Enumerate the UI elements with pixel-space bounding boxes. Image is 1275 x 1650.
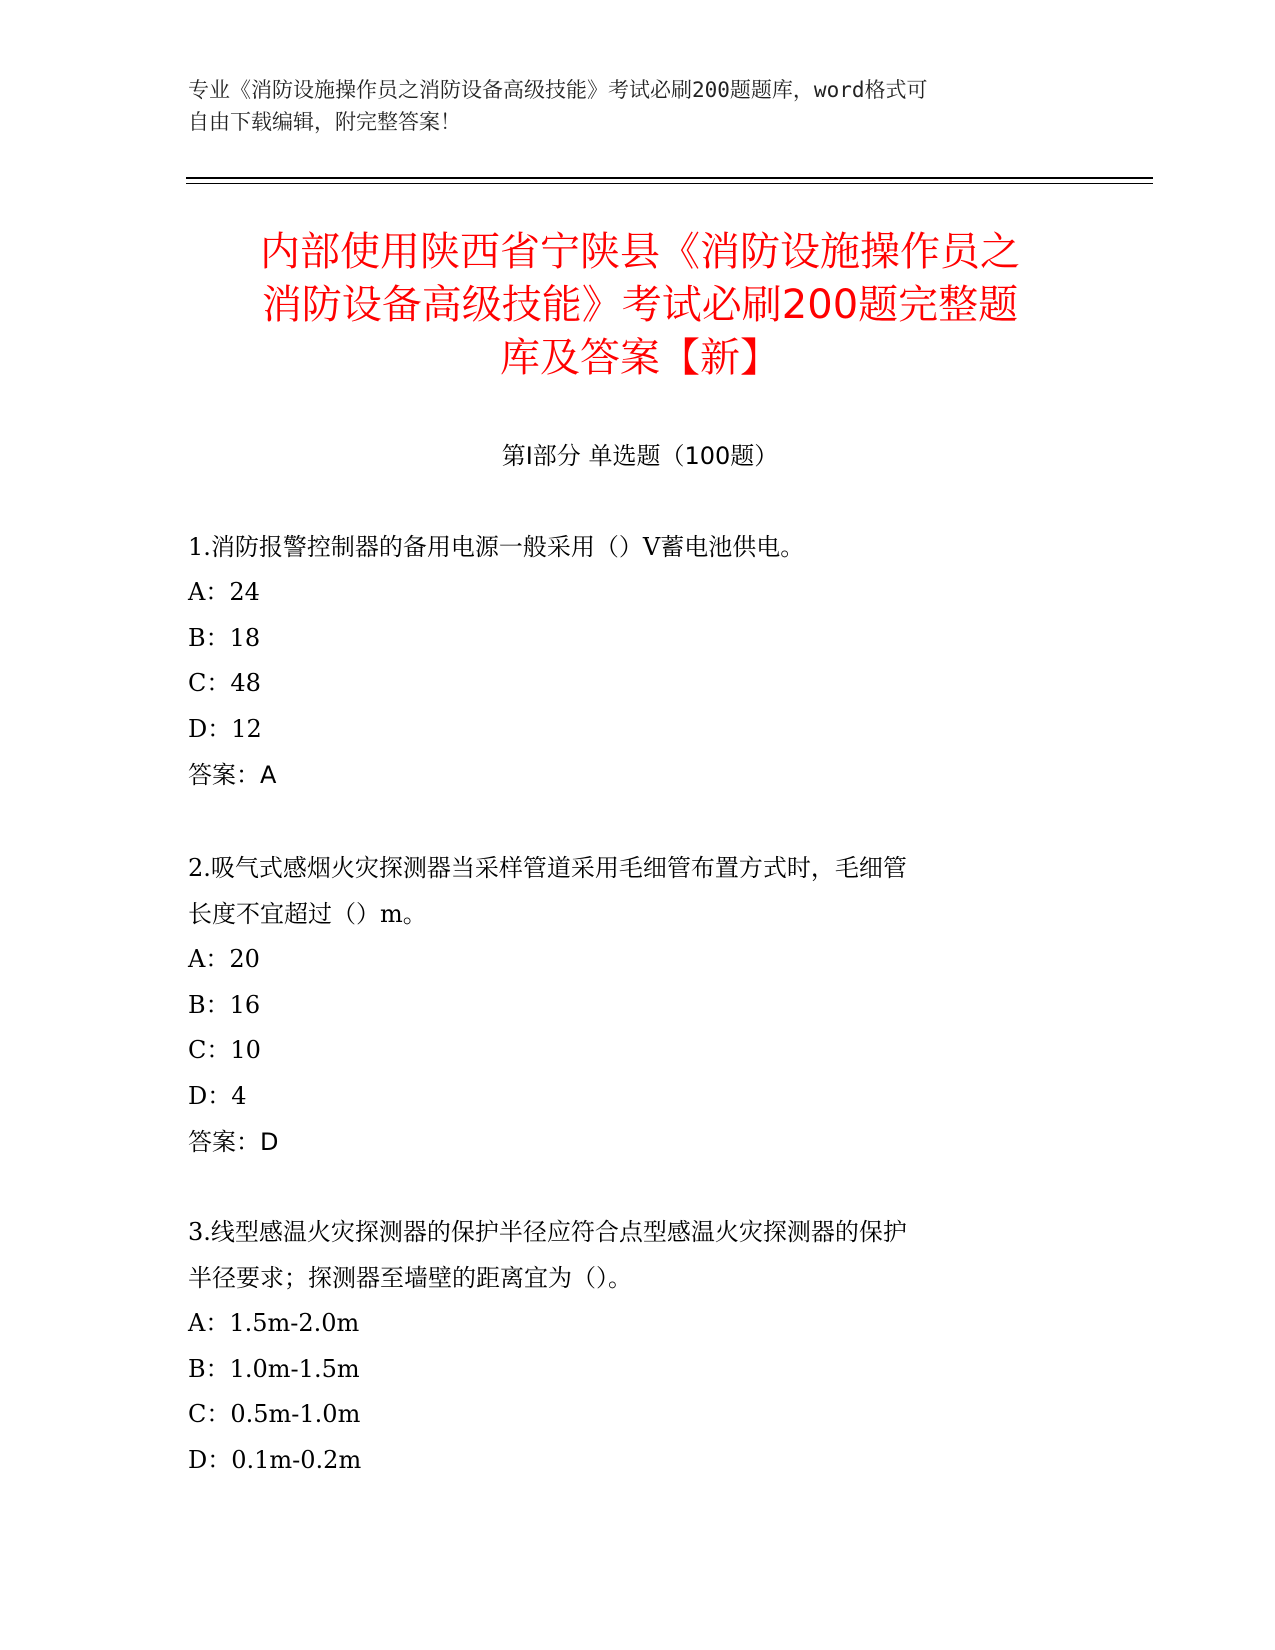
question-1 (188, 524, 1068, 798)
section-heading: 第Ⅰ部分 单选题（100题） (501, 442, 779, 470)
document-title-line: 内部使用陕西省宁陕县《消防设施操作员之 (260, 229, 1020, 275)
header-divider-thin (186, 183, 1153, 184)
header-note-line: 专业《消防设施操作员之消防设备高级技能》考试必刷200题题库，word格式可 (188, 78, 928, 102)
option-d: D：0.1m-0.2m (188, 1445, 362, 1474)
option-d: D：12 (188, 714, 262, 743)
question-text: 2.吸气式感烟火灾探测器当采样管道采用毛细管布置方式时，毛细管 (188, 854, 907, 882)
option-c: C：0.5m-1.0m (188, 1400, 361, 1428)
question-text: 长度不宜超过（）m。 (188, 900, 427, 928)
document-title (180, 226, 1100, 385)
header-note-line: 自由下载编辑，附完整答案！ (188, 110, 461, 134)
option-b: B：16 (188, 990, 261, 1019)
option-b: B：1.0m-1.5m (188, 1354, 360, 1383)
option-c: C：10 (188, 1036, 261, 1064)
option-b: B：18 (188, 623, 261, 652)
question-text: 3.线型感温火灾探测器的保护半径应符合点型感温火灾探测器的保护 (188, 1218, 907, 1246)
document-title-line: 库及答案【新】 (500, 335, 780, 381)
option-a: A：20 (188, 945, 260, 973)
document-title-line: 消防设备高级技能》考试必刷200题完整题 (261, 282, 1019, 328)
option-a: A：24 (188, 578, 260, 606)
option-c: C：48 (188, 669, 261, 697)
header-note (188, 74, 1068, 138)
question-text: 1.消防报警控制器的备用电源一般采用（）V蓄电池供电。 (188, 533, 805, 561)
header-divider-thick (186, 177, 1153, 179)
option-a: A：1.5m-2.0m (188, 1309, 360, 1337)
question-text: 半径要求；探测器至墙壁的距离宜为（）。 (188, 1264, 632, 1292)
option-d: D：4 (188, 1081, 247, 1110)
answer: 答案：D (188, 1128, 279, 1156)
answer: 答案：A (188, 761, 277, 789)
question-2 (188, 845, 1068, 1165)
question-3 (188, 1209, 1068, 1483)
